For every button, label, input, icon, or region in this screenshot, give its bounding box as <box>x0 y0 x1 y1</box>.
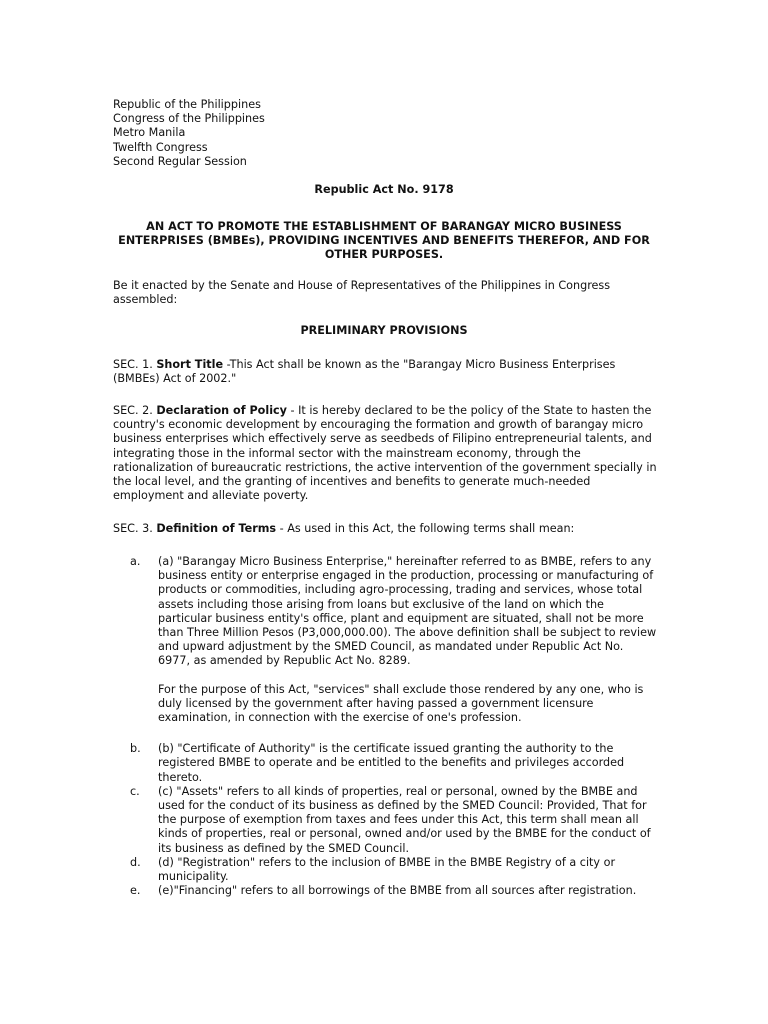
definition-text: (c) "Assets" refers to all kinds of properties, real or personal, owned by the BMBE and used for the conduct of its business as defined by the SMED Council: Provided, That for the purpose of exemption from taxes and fees under this Act, this term shall mean all kinds of properties, real or personal, owned and/or used by the BMBE for the conduct of its business as defined by the SMED Council. <box>158 784 651 855</box>
header-line-location: Metro Manila <box>113 126 186 140</box>
definitions-list <box>130 555 658 898</box>
header-line-congress: Congress of the Philippines <box>113 112 265 126</box>
list-item <box>130 742 658 785</box>
section-separator: - <box>276 522 288 535</box>
section-text: This Act shall be known as the "Barangay Micro Business Enterprises (BMBEs) Act of 2002." <box>113 358 616 386</box>
section-3 <box>113 522 658 536</box>
section-heading: Definition of Terms <box>156 522 277 535</box>
section-2 <box>113 404 658 503</box>
act-title: AN ACT TO PROMOTE THE ESTABLISHMENT OF BARANGAY MICRO BUSINESS ENTERPRISES (BMBEs), PROVIDING INCENTIVES AND BENEFITS THEREFOR, AND FOR OTHER PURPOSES. <box>118 220 650 262</box>
section-number: SEC. 1. <box>113 358 153 371</box>
definition-extra: For the purpose of this Act, "services" shall exclude those rendered by any one, who is duly licensed by the government after having passed a government licensure examination, in connection with the exercise of one's profession. <box>158 682 644 725</box>
definition-text: (d) "Registration" refers to the inclusion of BMBE in the BMBE Registry of a city or municipality. <box>158 855 616 884</box>
list-item <box>130 856 658 884</box>
definition-text: (b) "Certificate of Authority" is the certificate issued granting the authority to the registered BMBE to operate and be entitled to the benefits and privileges accorded thereto. <box>158 742 625 784</box>
list-marker: b. <box>130 742 141 756</box>
section-number: SEC. 3. <box>113 522 153 535</box>
list-marker: d. <box>130 855 141 869</box>
section-number: SEC. 2. <box>113 404 153 417</box>
document-header <box>113 98 265 169</box>
preliminary-provisions-heading: PRELIMINARY PROVISIONS <box>300 324 468 337</box>
section-text: As used in this Act, the following terms shall mean: <box>287 522 575 535</box>
definition-text: (a) "Barangay Micro Business Enterprise," hereinafter referred to as BMBE, refers to any business entity or enterprise engaged in the production, processing or manufacturing of products or commodities, including agro-processing, trading and services, whose total assets including those arising from loans but exclusive of the land on which the particular business entity's office, plant and equipment are situated, shall not be more than Three Million Pesos (P3,000,000.00). The above definition shall be subject to review and upward adjustment by the SMED Council, as mandated under Republic Act No. 6977, as amended by Republic Act No. 8289. <box>158 555 657 668</box>
section-heading: Short Title <box>156 358 224 371</box>
definition-text: (e)"Financing" refers to all borrowings of the BMBE from all sources after registration. <box>158 884 637 898</box>
section-separator: - <box>223 358 230 371</box>
list-item <box>130 785 658 856</box>
list-marker: a. <box>130 555 141 568</box>
section-1 <box>113 358 658 386</box>
list-marker: e. <box>130 884 141 898</box>
section-separator: - <box>286 404 299 417</box>
header-line-republic: Republic of the Philippines <box>113 98 261 111</box>
list-item <box>130 555 658 725</box>
list-marker: c. <box>130 784 140 798</box>
enacting-clause: Be it enacted by the Senate and House of Representatives of the Philippines in Congress assembled: <box>113 279 611 307</box>
header-line-session: Second Regular Session <box>113 154 247 168</box>
act-number: Republic Act No. 9178 <box>314 183 454 196</box>
section-heading: Declaration of Policy <box>156 404 287 417</box>
header-line-congress-number: Twelfth Congress <box>113 140 208 154</box>
section-text: It is hereby declared to be the policy of the State to hasten the country's economic development by encouraging the formation and growth of barangay micro business enterprises which effectively serve as seedbeds of Filipino entrepreneurial talents, and integrating those in the informal sector with the mainstream economy, through the rationalization of bureaucratic restrictions, the active intervention of the government specially in the local level, and the granting of incentives and benefits to generate much-needed employment and alleviate poverty. <box>113 404 657 503</box>
list-item <box>130 884 658 898</box>
